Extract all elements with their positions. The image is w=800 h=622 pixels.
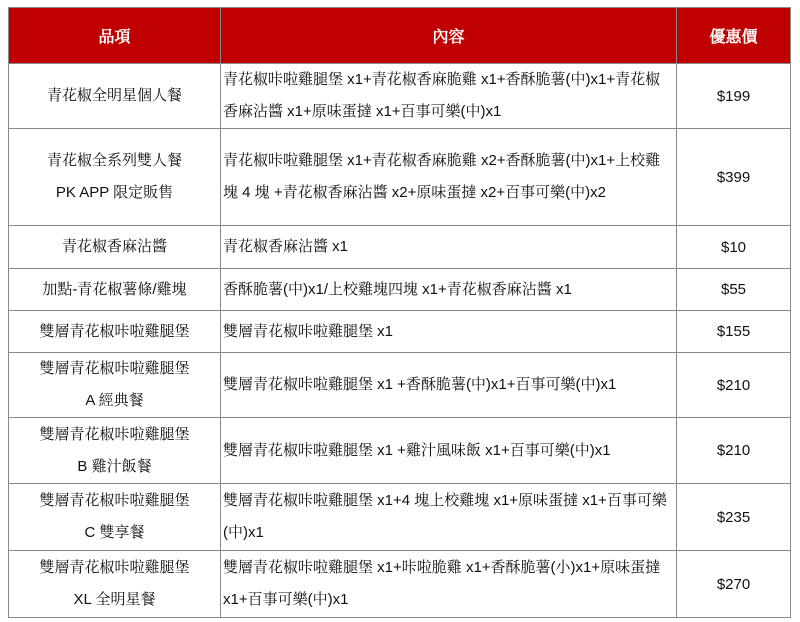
item-name-line: C 雙享餐 — [84, 524, 145, 541]
item-name-cell — [9, 353, 221, 418]
item-name-line: 雙層青花椒咔啦雞腿堡 — [39, 360, 190, 377]
item-content-cell: 青花椒咔啦雞腿堡 x1+青花椒香麻脆雞 x1+香酥脆薯(中)x1+青花椒香麻沾醬 x1+原味蛋撻 x1+百事可樂(中)x1 — [221, 64, 677, 129]
item-name-line: 雙層青花椒咔啦雞腿堡 — [39, 322, 190, 340]
table-row — [9, 551, 791, 618]
item-price-cell: $399 — [677, 129, 791, 226]
item-price-cell: $235 — [677, 484, 791, 551]
item-name-cell — [9, 551, 221, 618]
table-row — [9, 484, 791, 551]
header-item: 品項 — [9, 8, 221, 64]
item-name-cell — [9, 418, 221, 484]
item-name-cell — [9, 129, 221, 226]
item-name-cell — [9, 64, 221, 129]
item-content-cell: 雙層青花椒咔啦雞腿堡 x1+4 塊上校雞塊 x1+原味蛋撻 x1+百事可樂(中)x1 — [221, 484, 677, 551]
item-name-line: B 雞汁飯餐 — [77, 457, 152, 475]
menu-price-table — [8, 7, 791, 618]
item-price-cell: $10 — [677, 226, 791, 269]
item-name-line: 青花椒香麻沾醬 — [61, 238, 167, 255]
item-price-cell: $210 — [677, 353, 791, 418]
item-name-cell — [9, 484, 221, 551]
table-row — [9, 129, 791, 226]
table-row — [9, 311, 791, 353]
item-price-cell: $270 — [677, 551, 791, 618]
table-row — [9, 64, 791, 129]
item-content-cell: 青花椒香麻沾醬 x1 — [221, 226, 677, 269]
header-price: 優惠價 — [677, 8, 791, 64]
item-name-line: 雙層青花椒咔啦雞腿堡 — [39, 559, 190, 576]
item-name-line: XL 全明星餐 — [73, 591, 156, 608]
item-content-cell: 雙層青花椒咔啦雞腿堡 x1 — [221, 311, 677, 353]
item-name-cell — [9, 226, 221, 269]
item-price-cell: $210 — [677, 418, 791, 484]
table-row — [9, 269, 791, 311]
item-price-cell: $155 — [677, 311, 791, 353]
table-row — [9, 418, 791, 484]
table-row — [9, 226, 791, 269]
item-name-line: 雙層青花椒咔啦雞腿堡 — [39, 492, 190, 509]
item-name-line: A 經典餐 — [85, 392, 144, 409]
item-price-cell: $199 — [677, 64, 791, 129]
item-name-line: 加點-青花椒薯條/雞塊 — [42, 280, 187, 298]
item-name-cell — [9, 311, 221, 353]
item-content-cell: 雙層青花椒咔啦雞腿堡 x1 +雞汁風味飯 x1+百事可樂(中)x1 — [221, 418, 677, 484]
item-price-cell: $55 — [677, 269, 791, 311]
item-name-cell — [9, 269, 221, 311]
item-name-line: 雙層青花椒咔啦雞腿堡 — [39, 425, 190, 443]
item-name-line: PK APP 限定販售 — [55, 184, 174, 201]
item-content-cell: 雙層青花椒咔啦雞腿堡 x1+咔啦脆雞 x1+香酥脆薯(小)x1+原味蛋撻 x1+百事可樂(中)x1 — [221, 551, 677, 618]
item-name-line: 青花椒全系列雙人餐 — [46, 152, 182, 169]
item-name-line: 青花椒全明星個人餐 — [46, 87, 182, 104]
item-content-cell: 香酥脆薯(中)x1/上校雞塊四塊 x1+青花椒香麻沾醬 x1 — [221, 269, 677, 311]
item-content-cell: 青花椒咔啦雞腿堡 x1+青花椒香麻脆雞 x2+香酥脆薯(中)x1+上校雞塊 4 塊 +青花椒香麻沾醬 x2+原味蛋撻 x2+百事可樂(中)x2 — [221, 129, 677, 226]
item-content-cell: 雙層青花椒咔啦雞腿堡 x1 +香酥脆薯(中)x1+百事可樂(中)x1 — [221, 353, 677, 418]
table-header-row — [9, 8, 791, 64]
table-row — [9, 353, 791, 418]
header-content: 內容 — [221, 8, 677, 64]
